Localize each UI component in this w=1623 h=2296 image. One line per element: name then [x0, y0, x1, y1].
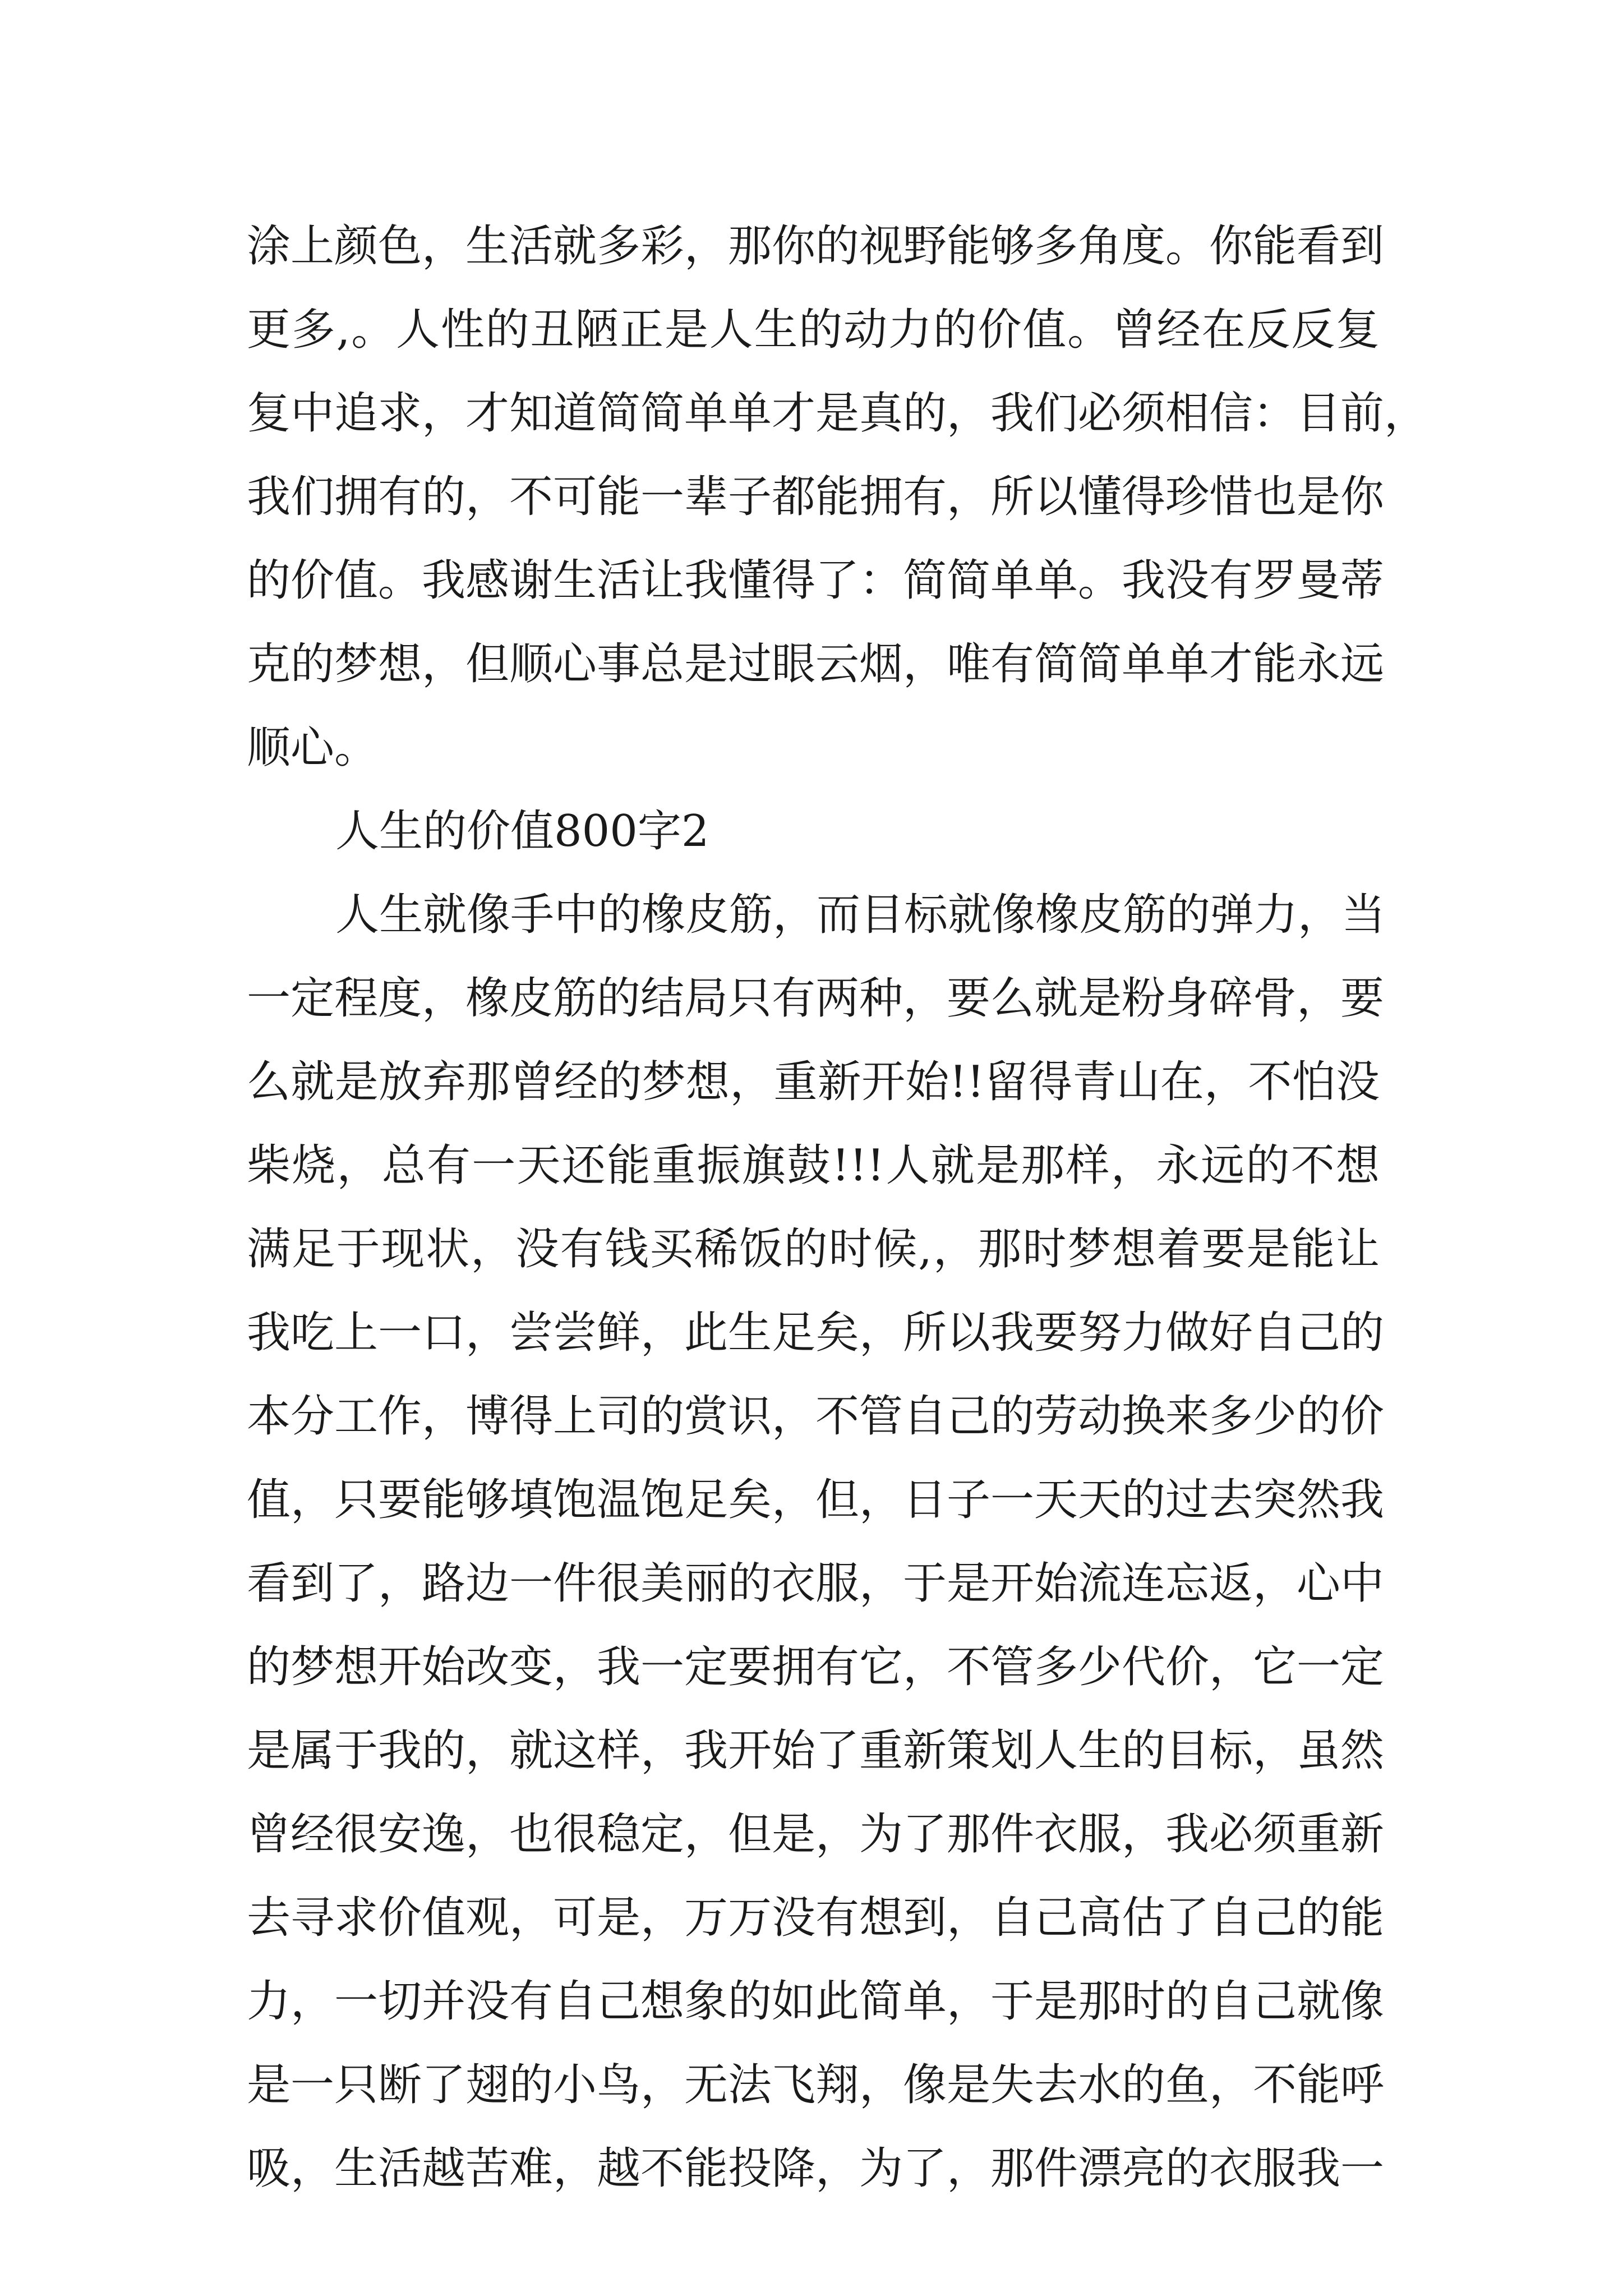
text-line: 更多,。人性的丑陋正是人生的动力的价值。曾经在反反复 — [247, 305, 1380, 355]
text-line: 涂上颜色，生活就多彩，那你的视野能够多角度。你能看到 — [247, 221, 1385, 272]
text-line: 克的梦想，但顺心事总是过眼云烟，唯有简简单单才能永远 — [247, 639, 1385, 689]
text-line: 的梦想开始改变，我一定要拥有它，不管多少代价，它一定 — [247, 1642, 1385, 1692]
text-line: 吸，生活越苦难，越不能投降，为了，那件漂亮的衣服我一 — [247, 2143, 1385, 2194]
text-line: 满足于现状，没有钱买稀饭的时候,，那时梦想着要是能让 — [247, 1224, 1380, 1274]
text-line: 力，一切并没有自己想象的如此简单，于是那时的自己就像 — [247, 1976, 1385, 2027]
text-line: 顺心。 — [247, 723, 379, 773]
paragraph — [247, 873, 1386, 2211]
text-line: 看到了，路边一件很美丽的衣服，于是开始流连忘返，心中 — [247, 1558, 1385, 1609]
text-line: 曾经很安逸，也很稳定，但是，为了那件衣服，我必须重新 — [247, 1809, 1385, 1860]
text-line: 是一只断了翅的小鸟，无法飞翔，像是失去水的鱼，不能呼 — [247, 2060, 1385, 2110]
text-line: 我吃上一口，尝尝鲜，此生足矣，所以我要努力做好自己的 — [247, 1308, 1385, 1358]
text-line: 值，只要能够填饱温饱足矣，但，日子一天天的过去突然我 — [247, 1475, 1385, 1525]
text-line: 一定程度，橡皮筋的结局只有两种，要么就是粉身碎骨，要 — [247, 973, 1385, 1024]
section-heading: 人生的价值800字2 — [335, 806, 709, 857]
text-line: 本分工作，博得上司的赏识，不管自己的劳动换来多少的价 — [247, 1391, 1385, 1442]
text-line: 柴烧，总有一天还能重振旗鼓!!!人就是那样，永远的不想 — [247, 1140, 1380, 1191]
text-line: 是属于我的，就这样，我开始了重新策划人生的目标，虽然 — [247, 1726, 1385, 1776]
paragraph — [247, 205, 1428, 790]
text-line: 去寻求价值观，可是，万万没有想到，自己高估了自己的能 — [247, 1893, 1385, 1943]
text-line: 复中追求，才知道简简单单才是真的，我们必须相信：目前， — [247, 388, 1428, 439]
text-line: 么就是放弃那曾经的梦想，重新开始!!留得青山在，不怕没 — [247, 1057, 1380, 1107]
text-line: 的价值。我感谢生活让我懂得了：简简单单。我没有罗曼蒂 — [247, 555, 1385, 606]
text-line: 人生就像手中的橡皮筋，而目标就像橡皮筋的弹力，当 — [335, 890, 1386, 940]
text-line: 我们拥有的，不可能一辈子都能拥有，所以懂得珍惜也是你 — [247, 472, 1385, 522]
document-body — [247, 205, 1428, 2211]
